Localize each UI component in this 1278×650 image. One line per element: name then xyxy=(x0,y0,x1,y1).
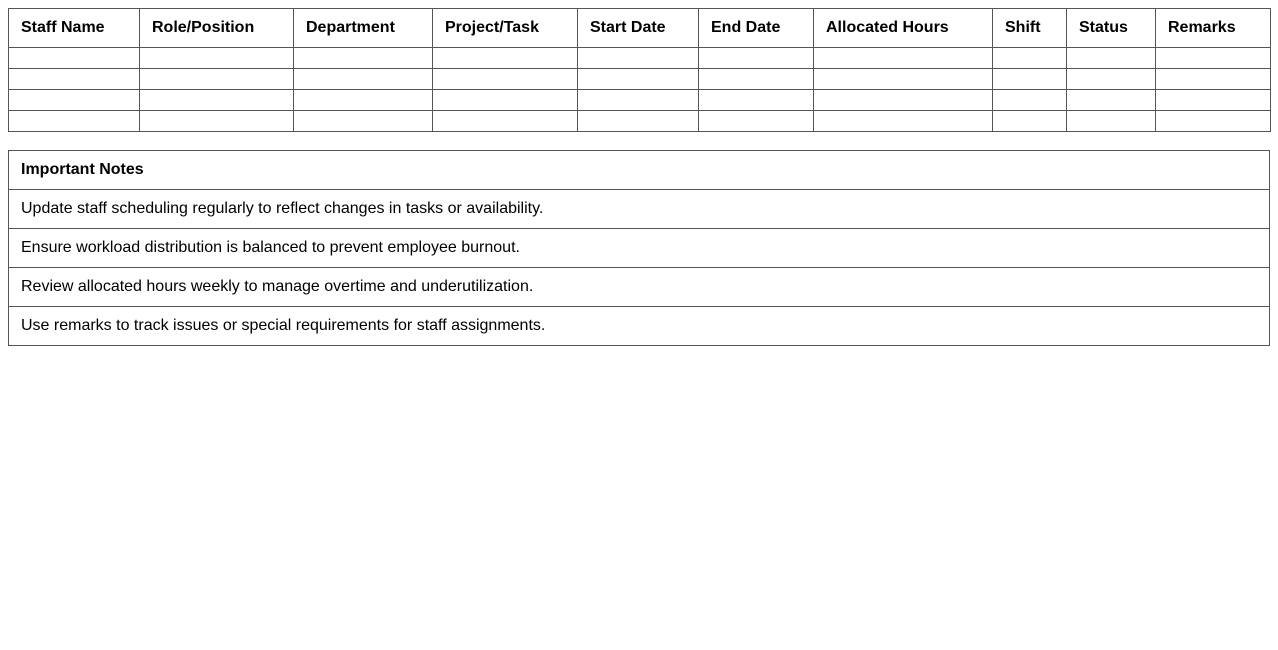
cell-department[interactable] xyxy=(294,48,433,69)
cell-shift[interactable] xyxy=(993,69,1067,90)
cell-project-task[interactable] xyxy=(433,48,578,69)
cell-remarks[interactable] xyxy=(1156,111,1271,132)
cell-end-date[interactable] xyxy=(699,111,814,132)
cell-allocated-hours[interactable] xyxy=(814,90,993,111)
cell-shift[interactable] xyxy=(993,90,1067,111)
cell-start-date[interactable] xyxy=(578,48,699,69)
schedule-header xyxy=(9,9,1271,48)
note-item: Review allocated hours weekly to manage overtime and underutilization. xyxy=(9,268,1270,307)
cell-role-position[interactable] xyxy=(140,90,294,111)
cell-allocated-hours[interactable] xyxy=(814,48,993,69)
cell-project-task[interactable] xyxy=(433,111,578,132)
col-header-allocated-hours: Allocated Hours xyxy=(814,9,993,48)
table-row xyxy=(9,48,1271,69)
cell-department[interactable] xyxy=(294,69,433,90)
note-row xyxy=(9,268,1270,307)
note-item: Ensure workload distribution is balanced to prevent employee burnout. xyxy=(9,229,1270,268)
note-item: Update staff scheduling regularly to reflect changes in tasks or availability. xyxy=(9,190,1270,229)
cell-remarks[interactable] xyxy=(1156,48,1271,69)
cell-project-task[interactable] xyxy=(433,69,578,90)
notes-body xyxy=(9,190,1270,346)
col-header-project-task: Project/Task xyxy=(433,9,578,48)
col-header-end-date: End Date xyxy=(699,9,814,48)
cell-end-date[interactable] xyxy=(699,48,814,69)
col-header-role-position: Role/Position xyxy=(140,9,294,48)
note-item: Use remarks to track issues or special requirements for staff assignments. xyxy=(9,307,1270,346)
schedule-body xyxy=(9,48,1271,132)
cell-allocated-hours[interactable] xyxy=(814,111,993,132)
cell-shift[interactable] xyxy=(993,48,1067,69)
important-notes-table xyxy=(8,150,1270,346)
cell-start-date[interactable] xyxy=(578,69,699,90)
note-row xyxy=(9,307,1270,346)
notes-title: Important Notes xyxy=(9,151,1270,190)
table-row xyxy=(9,90,1271,111)
cell-end-date[interactable] xyxy=(699,90,814,111)
cell-status[interactable] xyxy=(1067,111,1156,132)
notes-header xyxy=(9,151,1270,190)
cell-status[interactable] xyxy=(1067,48,1156,69)
col-header-status: Status xyxy=(1067,9,1156,48)
col-header-start-date: Start Date xyxy=(578,9,699,48)
cell-allocated-hours[interactable] xyxy=(814,69,993,90)
cell-role-position[interactable] xyxy=(140,111,294,132)
cell-department[interactable] xyxy=(294,111,433,132)
cell-role-position[interactable] xyxy=(140,69,294,90)
cell-start-date[interactable] xyxy=(578,111,699,132)
col-header-staff-name: Staff Name xyxy=(9,9,140,48)
note-row xyxy=(9,229,1270,268)
notes-header-row xyxy=(9,151,1270,190)
cell-staff-name[interactable] xyxy=(9,69,140,90)
cell-end-date[interactable] xyxy=(699,69,814,90)
cell-department[interactable] xyxy=(294,90,433,111)
note-row xyxy=(9,190,1270,229)
cell-remarks[interactable] xyxy=(1156,69,1271,90)
header-row xyxy=(9,9,1271,48)
cell-staff-name[interactable] xyxy=(9,90,140,111)
table-row xyxy=(9,111,1271,132)
cell-status[interactable] xyxy=(1067,90,1156,111)
cell-remarks[interactable] xyxy=(1156,90,1271,111)
col-header-department: Department xyxy=(294,9,433,48)
cell-start-date[interactable] xyxy=(578,90,699,111)
col-header-remarks: Remarks xyxy=(1156,9,1271,48)
cell-staff-name[interactable] xyxy=(9,111,140,132)
cell-role-position[interactable] xyxy=(140,48,294,69)
cell-staff-name[interactable] xyxy=(9,48,140,69)
cell-shift[interactable] xyxy=(993,111,1067,132)
cell-status[interactable] xyxy=(1067,69,1156,90)
col-header-shift: Shift xyxy=(993,9,1067,48)
table-row xyxy=(9,69,1271,90)
staff-schedule-table xyxy=(8,8,1271,132)
cell-project-task[interactable] xyxy=(433,90,578,111)
